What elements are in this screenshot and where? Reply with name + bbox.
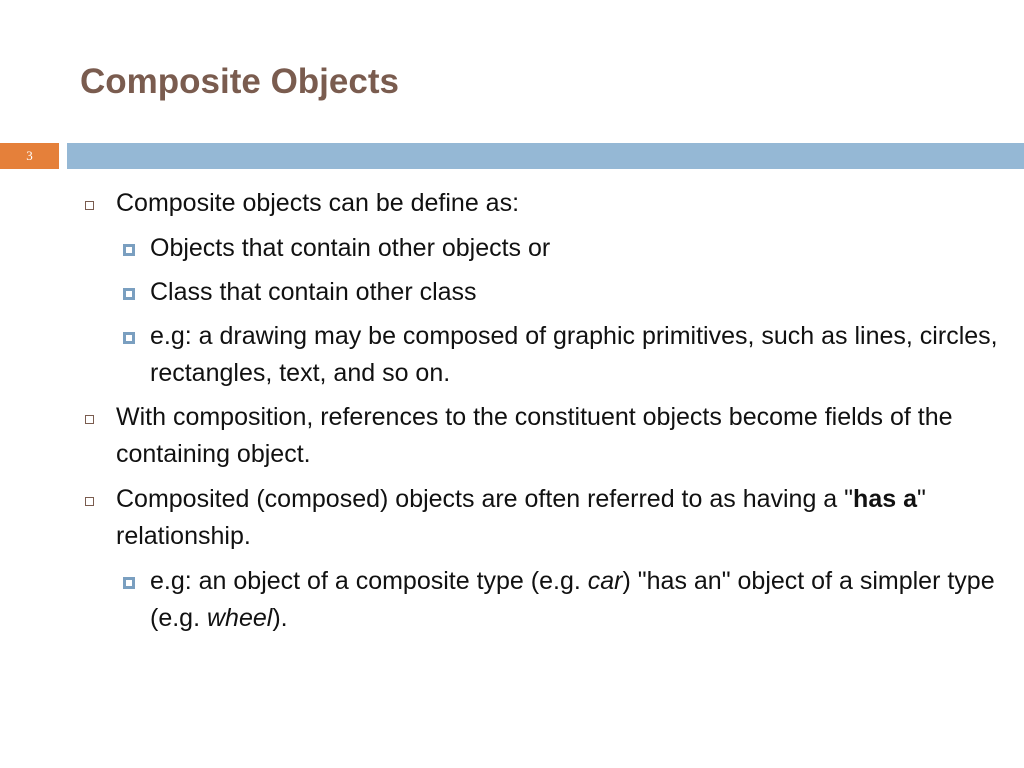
bullet-text	[150, 563, 1000, 637]
filled-square-bullet-icon	[123, 577, 135, 589]
bullet-item	[80, 399, 1000, 473]
text-run: Composite objects can be define as:	[116, 189, 520, 217]
text-run: Composited (composed) objects are often referred to as having a "	[116, 485, 854, 513]
filled-square-bullet-icon	[123, 332, 135, 344]
bullet-text	[116, 399, 1000, 473]
square-bullet-icon	[85, 415, 94, 424]
slide-title: Composite Objects	[80, 62, 399, 101]
bullet-item	[80, 481, 1000, 555]
bullet-item	[80, 185, 1000, 222]
square-bullet-icon	[85, 497, 94, 506]
italic-text: wheel	[206, 604, 273, 632]
sub-bullet-item	[80, 318, 1000, 392]
square-bullet-icon	[85, 201, 94, 210]
filled-square-bullet-icon	[123, 244, 135, 256]
header-bar	[67, 143, 1024, 169]
bullet-list	[80, 185, 1000, 644]
italic-text: car	[587, 567, 623, 595]
text-run: e.g: a drawing may be composed of graphic primitives, such as lines, circles, rectangles, text, and so on.	[150, 322, 998, 387]
bold-text: has a	[853, 485, 917, 513]
sub-bullet-item	[80, 230, 1000, 267]
text-run: With composition, references to the constituent objects become fields of the containing object.	[116, 403, 953, 468]
sub-bullet-item	[80, 563, 1000, 637]
text-run: e.g: an object of a composite type (e.g.	[150, 567, 588, 595]
slide-number: 3	[0, 143, 59, 169]
bullet-text	[150, 318, 1000, 392]
bullet-text	[116, 481, 1000, 555]
text-run: Objects that contain other objects or	[150, 234, 551, 262]
sub-bullet-item	[80, 274, 1000, 311]
bullet-text	[116, 185, 1000, 222]
bullet-text	[150, 274, 1000, 311]
bullet-text	[150, 230, 1000, 267]
text-run: ) "has an" object of a simpler type (e.g.	[150, 567, 995, 632]
text-run: " relationship.	[116, 485, 926, 550]
filled-square-bullet-icon	[123, 288, 135, 300]
text-run: Class that contain other class	[150, 278, 477, 306]
text-run: ).	[272, 604, 288, 632]
